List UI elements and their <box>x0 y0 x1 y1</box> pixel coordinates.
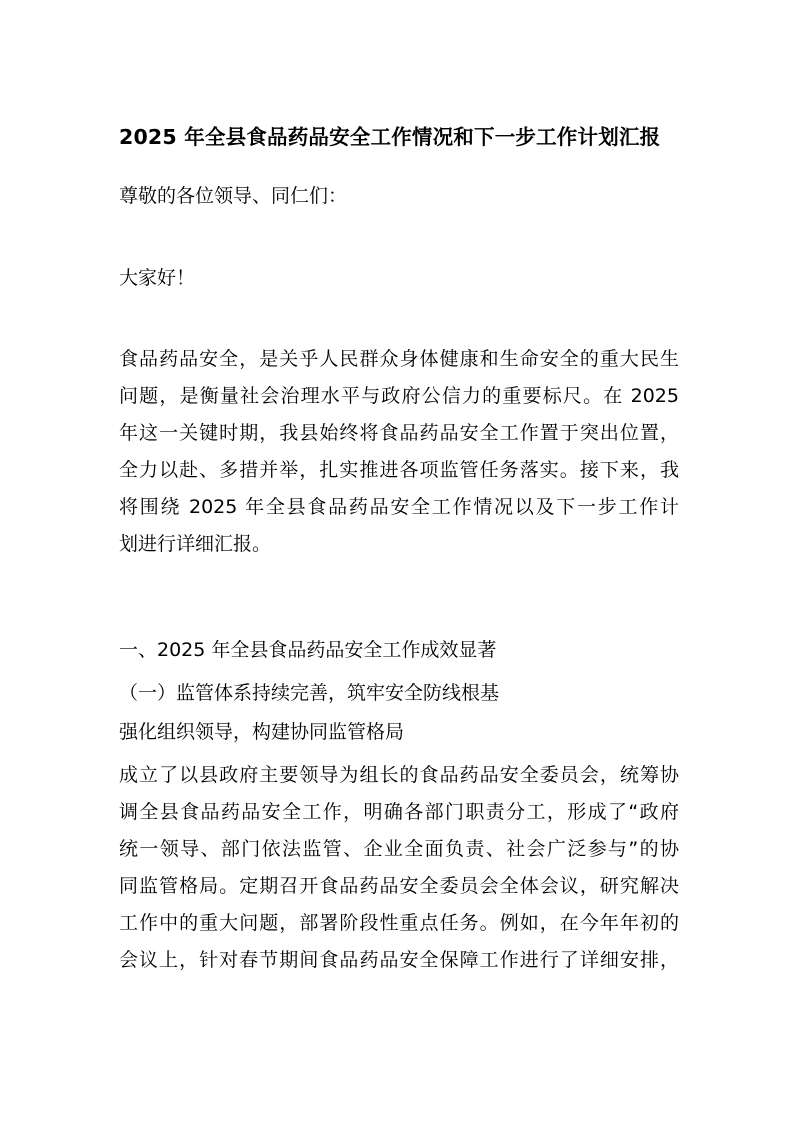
intro-paragraph <box>119 341 679 563</box>
subsection-heading: （一）监管体系持续完善，筑牢安全防线根基 <box>119 682 500 704</box>
greeting: 大家好！ <box>119 267 196 289</box>
body-paragraph <box>119 757 679 979</box>
intro-line: 划进行详细汇报。 <box>119 533 272 555</box>
item-heading: 强化组织领导，构建协同监管格局 <box>119 721 405 743</box>
body-line: 统一领导、部门依法监管、企业全面负责、社会广泛参与”的协 <box>119 838 679 860</box>
salutation: 尊敬的各位领导、同仁们： <box>119 185 348 207</box>
intro-line: 将围绕 2025 年全县食品药品安全工作情况以及下一步工作计 <box>119 496 679 518</box>
body-line: 调全县食品药品安全工作，明确各部门职责分工，形成了“政府 <box>119 801 679 823</box>
intro-line: 全力以赴、多措并举，扎实推进各项监管任务落实。接下来，我 <box>119 459 679 481</box>
body-line: 会议上，针对春节期间食品药品安全保障工作进行了详细安排， <box>119 949 679 971</box>
intro-line: 食品药品安全，是关乎人民群众身体健康和生命安全的重大民生 <box>119 348 679 370</box>
document-title: 2025 年全县食品药品安全工作情况和下一步工作计划汇报 <box>119 125 661 149</box>
intro-line: 问题，是衡量社会治理水平与政府公信力的重要标尺。在 2025 <box>119 385 679 407</box>
section-heading: 一、2025 年全县食品药品安全工作成效显著 <box>119 639 497 661</box>
body-line: 同监管格局。定期召开食品药品安全委员会全体会议，研究解决 <box>119 875 679 897</box>
body-line: 成立了以县政府主要领导为组长的食品药品安全委员会，统筹协 <box>119 764 679 786</box>
intro-line: 年这一关键时期，我县始终将食品药品安全工作置于突出位置， <box>119 422 679 444</box>
body-line: 工作中的重大问题，部署阶段性重点任务。例如，在今年年初的 <box>119 912 679 934</box>
